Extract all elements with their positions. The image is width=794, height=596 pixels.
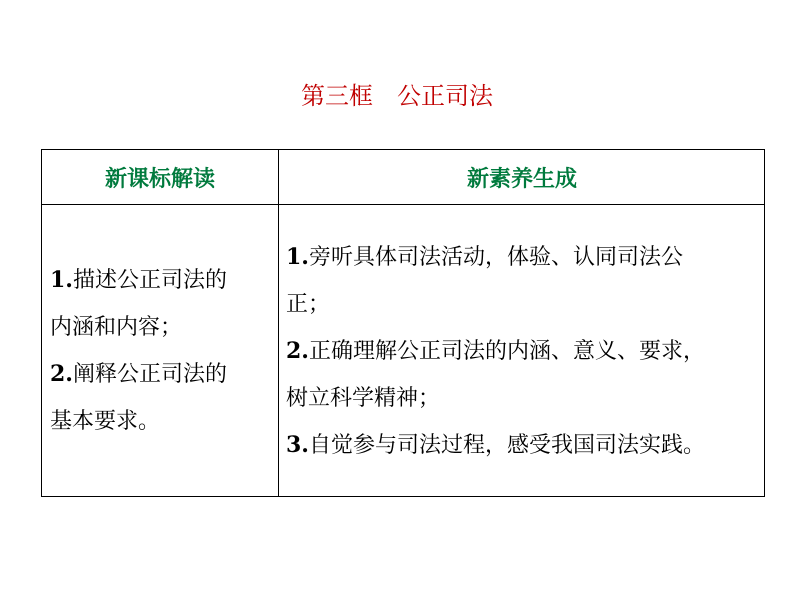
header-literacy-development: 新素养生成: [466, 166, 577, 192]
list-item: [286, 422, 768, 469]
item-text: 旁听具体司法活动，体验、认同司法公: [308, 244, 683, 270]
item-text: 自觉参与司法过程，感受我国司法实践。: [308, 432, 705, 458]
item-number: 2.: [286, 337, 309, 364]
list-item: [286, 328, 768, 375]
literacy-development-cell: [286, 206, 768, 496]
item-text: 阐释公正司法的: [72, 362, 227, 387]
item-text: 描述公正司法的: [72, 268, 227, 293]
item-number: 3.: [286, 431, 309, 458]
page-title: 第三框 公正司法: [301, 82, 493, 110]
table-header-divider: [42, 204, 764, 205]
list-item: [50, 257, 274, 304]
content-table: [41, 149, 765, 497]
item-text: 正确理解公正司法的内涵、意义、要求，: [308, 338, 705, 364]
header-curriculum-interpretation: 新课标解读: [104, 166, 215, 192]
item-text-continued: 树立科学精神；: [286, 385, 441, 411]
list-item: [286, 234, 768, 281]
item-number: 1.: [286, 243, 309, 270]
item-text-continued: 正；: [286, 291, 331, 317]
item-text-continued: 内涵和内容；: [50, 315, 183, 340]
item-text-continued: 基本要求。: [50, 409, 161, 434]
item-number: 2.: [50, 361, 73, 387]
list-item: [50, 351, 274, 398]
curriculum-interpretation-cell: [50, 206, 274, 496]
item-number: 1.: [50, 267, 73, 293]
